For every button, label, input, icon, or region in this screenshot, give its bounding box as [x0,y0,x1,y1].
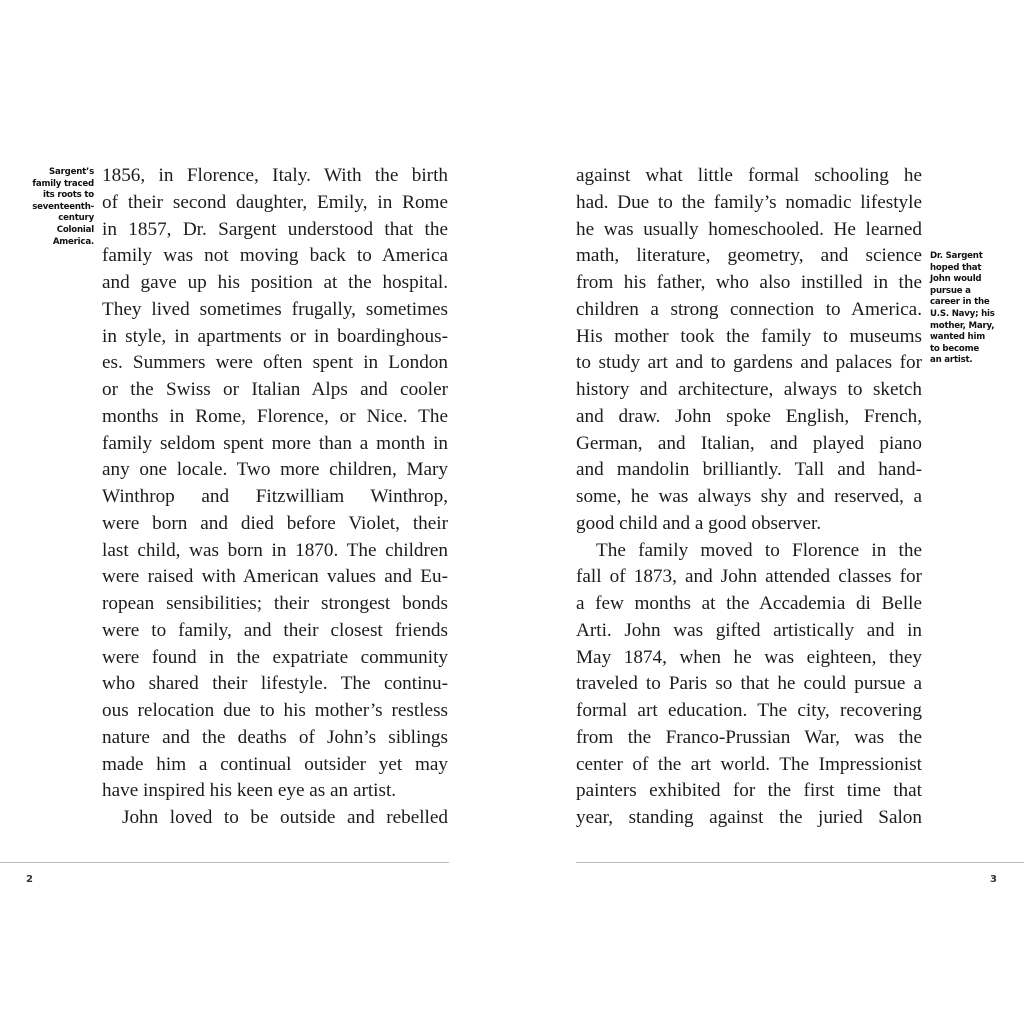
text-line: from the Franco-Prussian War, was the [576,726,922,748]
text-line: and gave up his position at the hospital. [102,272,448,293]
text-line: were found in the expatriate community [102,646,448,668]
text-line: family was not moving back to America [102,245,448,267]
text-line: to study art and to gardens and palaces for [576,352,922,374]
text-line: 1856, in Florence, Italy. With the birth [102,165,448,186]
text-line: year, standing against the juried Salon [576,807,922,828]
text-line: some, he was always shy and reserved, a [576,486,922,507]
text-line: months in Rome, Florence, or Nice. The [102,405,448,427]
text-line: math, literature, geometry, and science [576,245,922,267]
text-line: were to family, and their closest friends [102,619,448,641]
text-line: family seldom spent more than a month in [102,432,448,454]
text-line: painters exhibited for the first time that [576,780,922,802]
left-margin-note [14,167,94,248]
text-line: and mandolin brilliantly. Tall and hand- [576,459,922,481]
text-line: formal art education. The city, recovering [576,700,922,721]
margin-note-line: seventeenth- [32,201,94,212]
text-line: had. Due to the family’s nomadic lifestyle [576,191,922,213]
text-line: any one locale. Two more children, Mary [102,459,448,481]
left-page-body [102,163,448,832]
right-page-number: 3 [990,874,997,885]
margin-note-line: an artist. [930,355,973,366]
text-line: Winthrop and Fitzwilliam Winthrop, [102,486,448,507]
text-line: They lived sometimes frugally, sometimes [102,298,448,320]
text-line: against what little formal schooling he [576,165,922,186]
text-line: German, and Italian, and played piano [576,432,922,454]
text-line: in style, in apartments or in boardinghous- [102,325,448,347]
text-line: were raised with American values and Eu- [102,566,448,588]
margin-note-line: U.S. Navy; his [930,308,995,319]
margin-note-line: Sargent’s [48,167,94,177]
text-line: children a strong connection to America. [576,298,922,320]
text-line: traveled to Paris so that he could pursue a [576,673,922,695]
text-line: good child and a good observer. [576,512,822,534]
text-line: were born and died before Violet, their [102,512,448,534]
left-page-footer-rule [0,862,449,863]
margin-note-line: century [58,213,94,224]
margin-note-line: Dr. Sargent [930,251,983,261]
text-line: a few months at the Accademia di Belle [576,593,922,614]
margin-note-line: Colonial [56,224,94,235]
margin-note-line: career in the [930,297,990,308]
margin-note-line: its roots to [42,190,94,201]
text-line: he was usually homeschooled. He learned [576,218,922,240]
margin-note-line: hoped that [930,262,982,273]
margin-note-line: John would [930,274,982,285]
left-page-number: 2 [26,874,33,885]
text-line: have inspired his keen eye as an artist. [102,780,397,802]
text-line: center of the art world. The Impressionist [576,753,922,775]
margin-note-line: wanted him [930,332,985,343]
text-line: in 1857, Dr. Sargent understood that the [102,218,448,240]
text-line: nature and the deaths of John’s siblings [102,726,448,748]
right-page-body [576,163,922,832]
margin-note-line: pursue a [930,285,971,296]
text-line: His mother took the family to museums [576,325,922,347]
text-line: who shared their lifestyle. The continu- [102,673,448,695]
text-line: of their second daughter, Emily, in Rome [102,191,448,213]
text-line: fall of 1873, and John attended classes for [576,566,922,588]
margin-note-line: mother, Mary, [930,320,995,331]
right-margin-note [930,251,1010,367]
text-line: es. Summers were often spent in London [102,352,448,374]
text-line: ropean sensibilities; their strongest bonds [102,593,448,614]
text-line: or the Swiss or Italian Alps and cooler [102,379,448,400]
margin-note-line: to become [930,343,979,354]
text-line: John loved to be outside and rebelled [122,807,448,828]
text-line: ous relocation due to his mother’s restless [102,700,448,721]
margin-note-line: America. [52,236,94,247]
text-line: history and architecture, always to sketch [576,379,922,400]
text-line: May 1874, when he was eighteen, they [576,646,922,668]
text-line: The family moved to Florence in the [596,539,922,561]
right-page-footer-rule [576,862,1024,863]
text-line: and draw. John spoke English, French, [576,405,922,427]
text-line: last child, was born in 1870. The children [102,539,448,561]
margin-note-line: family traced [32,178,94,189]
text-line: from his father, who also instilled in the [576,272,922,293]
text-line: made him a continual outsider yet may [102,753,448,775]
text-line: Arti. John was gifted artistically and in [576,619,922,641]
